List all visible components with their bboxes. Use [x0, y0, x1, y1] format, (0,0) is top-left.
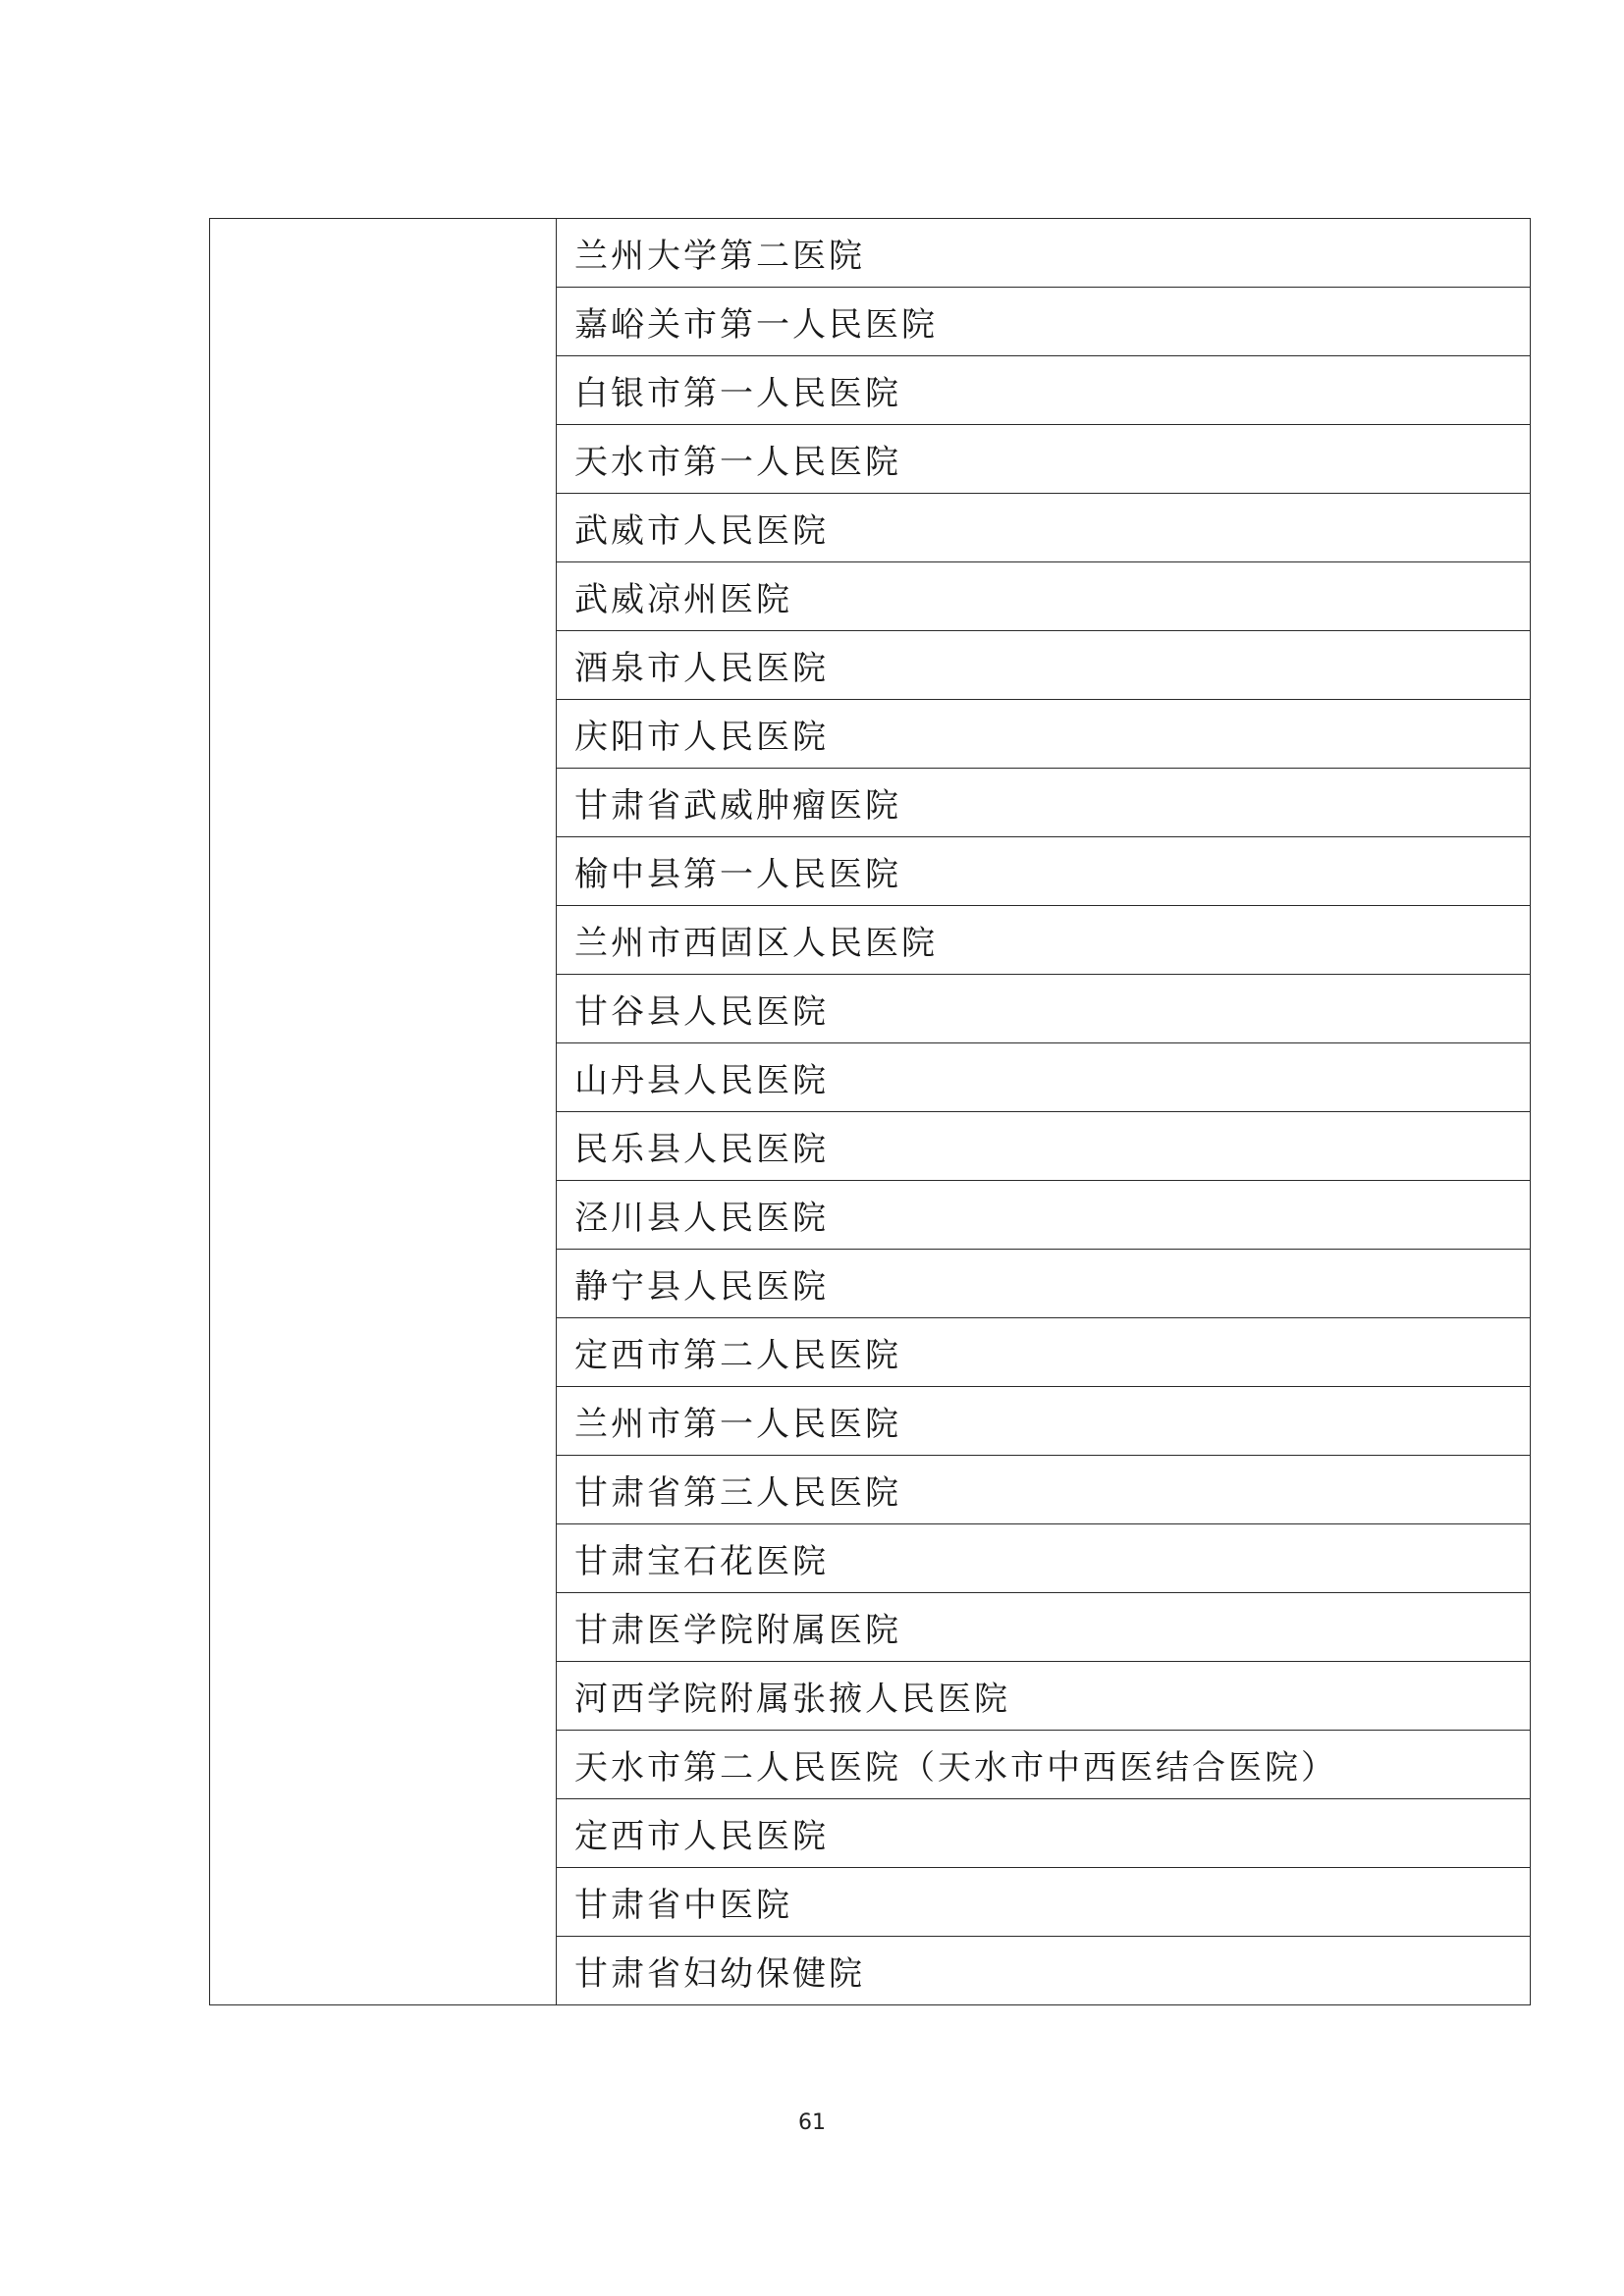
hospital-name-cell: 甘肃省妇幼保健院: [557, 1937, 1531, 2005]
hospital-name-cell: 武威市人民医院: [557, 494, 1531, 562]
hospital-name-cell: 甘肃宝石花医院: [557, 1524, 1531, 1593]
hospital-name-cell: 山丹县人民医院: [557, 1043, 1531, 1112]
hospital-name-cell: 天水市第一人民医院: [557, 425, 1531, 494]
hospital-name-cell: 甘肃省中医院: [557, 1868, 1531, 1937]
hospital-name-cell: 嘉峪关市第一人民医院: [557, 288, 1531, 356]
hospital-name-cell: 武威凉州医院: [557, 562, 1531, 631]
hospital-name-cell: 甘谷县人民医院: [557, 975, 1531, 1043]
hospital-name-cell: 白银市第一人民医院: [557, 356, 1531, 425]
hospital-name-cell: 天水市第二人民医院（天水市中西医结合医院）: [557, 1731, 1531, 1799]
hospital-table-body: [210, 219, 1531, 2005]
hospital-name-cell: 甘肃省武威肿瘤医院: [557, 769, 1531, 837]
hospital-name-cell: 甘肃省第三人民医院: [557, 1456, 1531, 1524]
hospital-name-cell: 定西市第二人民医院: [557, 1318, 1531, 1387]
page-number: 61: [798, 2110, 826, 2135]
hospital-name-cell: 兰州市第一人民医院: [557, 1387, 1531, 1456]
hospital-name-cell: 酒泉市人民医院: [557, 631, 1531, 700]
hospital-name-cell: 榆中县第一人民医院: [557, 837, 1531, 906]
table-row: [210, 219, 1531, 288]
hospital-name-cell: 庆阳市人民医院: [557, 700, 1531, 769]
hospital-name-cell: 泾川县人民医院: [557, 1181, 1531, 1250]
hospital-name-cell: 定西市人民医院: [557, 1799, 1531, 1868]
hospital-table: [209, 218, 1531, 2005]
category-cell: [210, 219, 557, 2005]
hospital-name-cell: 河西学院附属张掖人民医院: [557, 1662, 1531, 1731]
hospital-name-cell: 静宁县人民医院: [557, 1250, 1531, 1318]
hospital-name-cell: 甘肃医学院附属医院: [557, 1593, 1531, 1662]
hospital-name-cell: 民乐县人民医院: [557, 1112, 1531, 1181]
hospital-name-cell: 兰州市西固区人民医院: [557, 906, 1531, 975]
hospital-name-cell: 兰州大学第二医院: [557, 219, 1531, 288]
